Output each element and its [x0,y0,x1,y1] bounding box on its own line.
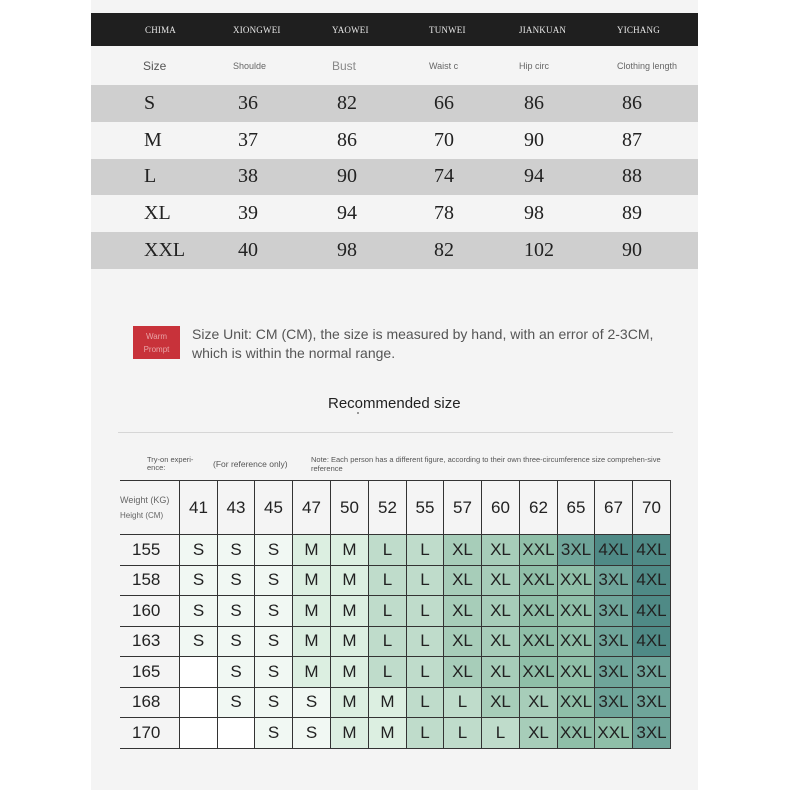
recommended-size-cell: L [369,535,407,566]
measurement-value: 90 [337,165,357,188]
recommended-size-cell: XL [482,687,520,718]
recommended-size-cell: L [407,596,444,627]
recommended-size-cell: S [218,535,255,566]
recommended-size-cell: S [218,626,255,657]
weight-value: 62 [520,481,558,535]
measurement-value: 38 [238,165,258,188]
recommended-size-cell [218,718,255,749]
measurement-value: 86 [524,91,544,114]
recommended-size-cell: S [218,687,255,718]
measurement-value: 88 [622,165,642,188]
recommended-size-cell: S [255,626,293,657]
weight-value: 67 [595,481,633,535]
measurement-value: 94 [524,165,544,188]
measurement-value: 87 [622,128,642,151]
recommended-size-cell: XL [444,596,482,627]
recommended-size-cell: 3XL [595,657,633,688]
header-tunwei: TUNWEI [429,24,466,35]
warm-prompt-text: Size Unit: CM (CM), the size is measured by hand, with an error of 2-3CM, which is within the normal range. [192,326,654,361]
weight-value: 57 [444,481,482,535]
recommended-size-cell: 4XL [595,535,633,566]
header-yichang: YICHANG [617,24,660,35]
measurement-value: 70 [434,128,454,151]
recommended-size-cell: 3XL [633,657,671,688]
recommended-size-cell: M [331,718,369,749]
recommended-size-cell: XXL [558,626,595,657]
recommended-size-cell [180,687,218,718]
recommended-size-cell: 4XL [633,596,671,627]
subheader-length: Clothing length [617,60,678,71]
height-row [120,596,671,627]
height-row [120,657,671,688]
size-label: L [144,165,157,188]
subheader-waist: Waist c [429,60,459,71]
recommended-size-cell: 3XL [595,687,633,718]
recommended-size-cell: S [180,596,218,627]
recommended-size-cell: M [369,718,407,749]
height-value: 155 [120,535,180,566]
recommended-size-cell: M [331,565,369,596]
recommended-size-cell: 3XL [595,626,633,657]
recommended-size-cell: S [180,565,218,596]
recommended-size-cell: XL [482,565,520,596]
recommended-size-cell: S [180,535,218,566]
recommended-size-cell: XXL [520,565,558,596]
recommended-size-cell: S [255,535,293,566]
try-on-experience-label: Try-on experi-ence: [147,455,194,472]
measurement-value: 89 [622,202,642,225]
recommended-size-cell: XXL [558,596,595,627]
recommended-size-cell: XL [444,657,482,688]
recommended-size-cell: M [293,596,331,627]
subheader-hip: Hip circ [519,60,550,71]
measurement-value: 74 [434,165,454,188]
recommended-size-cell: L [369,626,407,657]
figure-note: Note: Each person has a different figure, according to their own three-circumference size comprehen-sive reference [311,455,661,473]
title-dot [357,412,359,414]
weight-value: 50 [331,481,369,535]
recommended-size-cell: L [407,565,444,596]
recommended-size-cell: XXL [520,535,558,566]
height-row [120,626,671,657]
recommended-size-cell: S [255,657,293,688]
recommended-size-grid [120,480,671,749]
weight-value: 60 [482,481,520,535]
recommended-size-cell: L [444,687,482,718]
warm-prompt-badge [133,326,180,359]
recommended-size-cell: S [180,626,218,657]
measurement-value: 86 [337,128,357,151]
recommended-size-cell: 4XL [633,626,671,657]
measurement-value: 90 [622,239,642,262]
recommended-size-cell: M [369,687,407,718]
recommended-size-cell: L [407,535,444,566]
measurement-value: 36 [238,91,258,114]
measurement-value: 66 [434,91,454,114]
measurement-value: 98 [337,239,357,262]
height-value: 165 [120,657,180,688]
size-chart-subheader [91,46,698,85]
size-label: M [144,128,162,151]
recommended-size-cell: XL [482,596,520,627]
recommended-size-cell: L [369,565,407,596]
height-value: 158 [120,565,180,596]
recommended-size-cell: S [255,596,293,627]
recommended-size-cell: XXL [520,596,558,627]
weight-value: 52 [369,481,407,535]
size-row [91,85,698,122]
weight-axis-label: Weight (KG) [120,495,170,505]
recommended-size-cell: XL [482,535,520,566]
recommended-size-cell: M [293,535,331,566]
recommended-size-cell: 3XL [558,535,595,566]
recommended-size-cell: S [255,687,293,718]
subheader-shoulder: Shoulde [233,60,267,71]
height-value: 160 [120,596,180,627]
recommended-size-cell: L [369,657,407,688]
recommended-size-cell: L [369,596,407,627]
measurement-value: 39 [238,202,258,225]
height-value: 163 [120,626,180,657]
size-chart-table [91,13,698,269]
recommended-size-cell: S [218,657,255,688]
measurement-value: 90 [524,128,544,151]
recommended-size-cell: XXL [595,718,633,749]
size-label: XXL [144,239,186,262]
size-row [91,122,698,159]
recommended-size-cell: S [255,718,293,749]
measurement-value: 82 [434,239,454,262]
subheader-bust: Bust [332,58,357,73]
height-row [120,687,671,718]
height-axis-label: Height (CM) [120,511,164,520]
measurement-value: 86 [622,91,642,114]
recommended-size-cell: L [407,718,444,749]
weight-value: 43 [218,481,255,535]
size-row [91,195,698,232]
recommended-size-cell: M [331,596,369,627]
recommended-size-cell: S [293,718,331,749]
recommended-size-cell: XL [520,718,558,749]
recommended-size-cell: XXL [558,687,595,718]
recommended-size-cell: M [293,626,331,657]
recommended-size-cell: M [331,657,369,688]
measurement-value: 102 [524,239,554,262]
warm-prompt-badge-line2: Prompt [143,345,170,354]
recommended-size-cell: 4XL [633,565,671,596]
height-row [120,535,671,566]
recommended-size-cell: XXL [558,657,595,688]
recommended-size-cell: XL [520,687,558,718]
warm-prompt-badge-line1: Warm [145,332,168,341]
recommended-size-cell: 3XL [595,596,633,627]
header-xiongwei: XIONGWEI [233,24,281,35]
recommended-size-cell: 4XL [633,535,671,566]
recommended-size-cell [180,657,218,688]
recommended-size-cell: XXL [558,718,595,749]
weight-value: 70 [633,481,671,535]
measurement-value: 37 [238,128,258,151]
recommended-size-cell: XXL [520,626,558,657]
recommended-size-cell: M [331,626,369,657]
weight-value: 55 [407,481,444,535]
recommended-size-cell: XL [444,535,482,566]
measurement-value: 82 [337,91,357,114]
measurement-value: 94 [337,202,357,225]
size-row [91,232,698,269]
recommended-size-cell: L [407,626,444,657]
subheader-size: Size [143,58,167,73]
height-value: 170 [120,718,180,749]
section-divider [118,432,673,433]
header-jiankuan: JIANKUAN [519,24,567,35]
recommended-size-cell: 3XL [633,687,671,718]
recommended-size-cell: S [218,596,255,627]
recommended-size-cell: M [293,657,331,688]
recommended-size-cell: XXL [558,565,595,596]
weight-header-row [120,481,671,535]
reference-only-label: (For reference only) [213,459,288,469]
recommended-size-cell: M [331,535,369,566]
measurement-value: 78 [434,202,454,225]
recommended-size-cell: XL [444,626,482,657]
recommended-size-cell: M [293,565,331,596]
recommended-size-cell: M [331,687,369,718]
recommended-size-cell: XL [482,657,520,688]
height-row [120,565,671,596]
axis-labels-cell [120,481,180,535]
weight-value: 47 [293,481,331,535]
size-label: XL [144,202,171,225]
weight-value: 45 [255,481,293,535]
weight-value: 41 [180,481,218,535]
recommended-size-cell: L [407,657,444,688]
measurement-value: 40 [238,239,258,262]
recommended-size-cell: S [255,565,293,596]
recommended-size-cell [180,718,218,749]
header-yaowei: YAOWEI [332,24,369,35]
recommended-size-cell: XL [482,626,520,657]
recommended-size-cell: 3XL [595,565,633,596]
measurement-value: 98 [524,202,544,225]
height-value: 168 [120,687,180,718]
size-chart-header [91,13,698,46]
size-label: S [144,91,156,114]
recommended-size-cell: S [293,687,331,718]
recommended-size-cell: L [482,718,520,749]
header-chima: CHIMA [145,24,177,35]
recommended-size-title: Recommended size [328,395,461,412]
recommended-size-cell: 3XL [633,718,671,749]
height-row [120,718,671,749]
weight-value: 65 [558,481,595,535]
recommended-size-cell: XXL [520,657,558,688]
recommended-size-cell: XL [444,565,482,596]
size-row [91,159,698,196]
recommended-size-cell: S [218,565,255,596]
recommended-size-cell: L [444,718,482,749]
recommended-size-cell: L [407,687,444,718]
